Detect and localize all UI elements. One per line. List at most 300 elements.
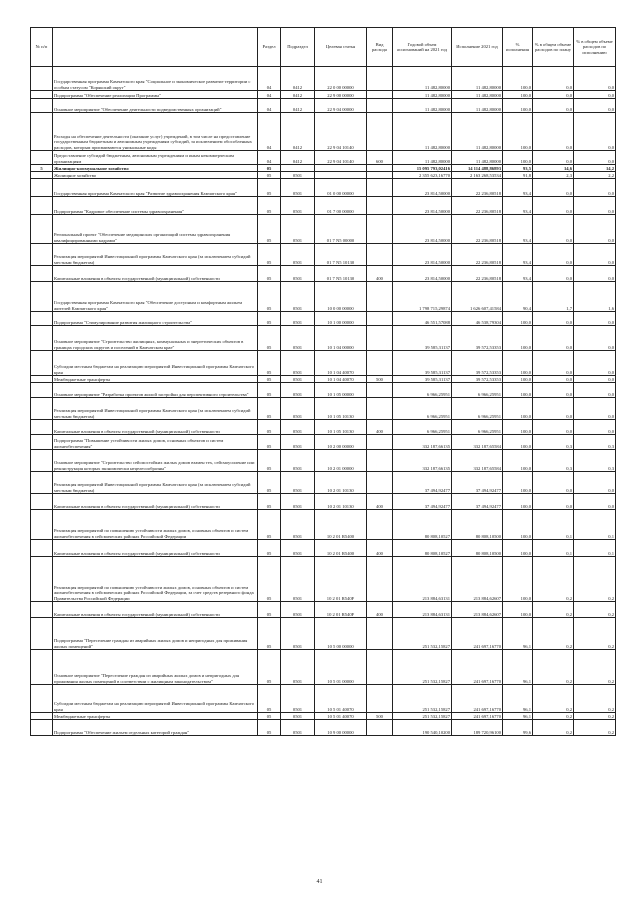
row-name: Государственная программа Камчатского края "Развитие здравоохранения Камчатского края"	[53, 179, 258, 197]
row-name: Реализация мероприятий Инвестиционной программы Камчатского края (за исключением субсидий местным бюджетам)	[53, 398, 258, 420]
row-subsection: 0501	[281, 376, 315, 383]
row-percent: 100,0	[503, 113, 533, 151]
row-expense-type	[367, 172, 393, 179]
row-executed: 11 482,80000	[452, 113, 503, 151]
row-subsection: 0412	[281, 91, 315, 99]
row-subsection: 0412	[281, 113, 315, 151]
table-row	[31, 67, 616, 91]
row-target-article: 22 9 04 10140	[315, 151, 367, 165]
row-executed: 37 494,92477	[452, 494, 503, 510]
row-percent: 96,1	[503, 618, 533, 650]
row-planned: 11 482,80000	[393, 99, 452, 113]
row-share-exec: 0,0	[574, 266, 616, 282]
row-subsection: 0501	[281, 383, 315, 398]
row-planned: 11 482,80000	[393, 67, 452, 91]
row-section: 04	[258, 91, 281, 99]
row-share-plan: 0,2	[533, 713, 574, 720]
row-executed: 80 808,10500	[452, 540, 503, 557]
row-expense-type	[367, 179, 393, 197]
row-share-plan: 0,0	[533, 266, 574, 282]
row-target-article: 10 2 01 R540F	[315, 602, 367, 618]
row-percent: 100,0	[503, 67, 533, 91]
row-planned: 213 884,63131	[393, 557, 452, 602]
row-expense-type: 500	[367, 713, 393, 720]
row-expense-type: 400	[367, 494, 393, 510]
row-target-article: 10 2 01 R5400	[315, 510, 367, 540]
row-subsection: 0501	[281, 312, 315, 326]
row-planned: 80 808,10527	[393, 510, 452, 540]
row-section: 05	[258, 244, 281, 266]
row-share-exec: 0,0	[574, 67, 616, 91]
row-share-exec: 0,1	[574, 510, 616, 540]
row-target-article: 10 1 04 40070	[315, 376, 367, 383]
row-share-exec: 0,3	[574, 450, 616, 472]
row-expense-type	[367, 67, 393, 91]
row-planned: 15 095 793,02416	[393, 165, 452, 172]
row-section: 05	[258, 215, 281, 244]
row-num	[31, 618, 53, 650]
row-share-exec: 0,0	[574, 197, 616, 215]
header-percent: % исполнения	[503, 28, 533, 67]
row-target-article	[315, 165, 367, 172]
row-share-plan: 0,1	[533, 540, 574, 557]
row-num	[31, 420, 53, 435]
row-share-exec: 0,2	[574, 685, 616, 713]
row-executed: 1 626 607,41584	[452, 282, 503, 312]
row-share-exec: 0,1	[574, 540, 616, 557]
row-percent: 93,4	[503, 179, 533, 197]
table-row	[31, 420, 616, 435]
row-expense-type	[367, 618, 393, 650]
row-share-exec: 0,0	[574, 113, 616, 151]
row-target-article: 22 9 04 10140	[315, 113, 367, 151]
row-share-plan: 0,0	[533, 383, 574, 398]
row-num	[31, 494, 53, 510]
row-executed: 11 482,80000	[452, 91, 503, 99]
table-row	[31, 282, 616, 312]
row-percent: 99,6	[503, 720, 533, 736]
table-body	[31, 67, 616, 736]
row-executed: 22 236,80518	[452, 266, 503, 282]
row-planned: 39 585,31137	[393, 326, 452, 351]
row-executed: 213 884,62607	[452, 557, 503, 602]
row-share-exec: 14,2	[574, 165, 616, 172]
row-target-article: 10 0 00 00000	[315, 282, 367, 312]
row-share-plan: 0,0	[533, 113, 574, 151]
row-share-plan: 0,2	[533, 557, 574, 602]
row-percent: 96,1	[503, 650, 533, 685]
header-subsection: Подраздел	[281, 28, 315, 67]
row-subsection: 0412	[281, 99, 315, 113]
row-subsection: 0501	[281, 472, 315, 494]
row-share-exec: 0,0	[574, 215, 616, 244]
row-share-plan: 0,3	[533, 435, 574, 450]
row-executed: 22 236,80518	[452, 179, 503, 197]
row-share-plan: 0,0	[533, 312, 574, 326]
table-row	[31, 383, 616, 398]
table-row	[31, 351, 616, 376]
row-expense-type	[367, 215, 393, 244]
row-percent: 96,1	[503, 713, 533, 720]
row-expense-type	[367, 472, 393, 494]
row-expense-type	[367, 326, 393, 351]
row-planned: 37 494,92477	[393, 494, 452, 510]
row-executed: 189 720,96100	[452, 720, 503, 736]
row-expense-type	[367, 720, 393, 736]
row-percent: 100,0	[503, 151, 533, 165]
row-subsection: 0501	[281, 215, 315, 244]
row-name: Реализация мероприятий по повышению устойчивости жилых домов, основных объектов и систем жизнеобеспечения в сейсмических районах Российской Федерации, за счет средств резервного фонда Правительства Российской Федерации	[53, 557, 258, 602]
row-num	[31, 351, 53, 376]
header-share-exec: % в общем объеме расходов по исполнению	[574, 28, 616, 67]
row-percent: 93,4	[503, 215, 533, 244]
row-planned: 80 808,10527	[393, 540, 452, 557]
header-section: Раздел	[258, 28, 281, 67]
row-expense-type	[367, 312, 393, 326]
row-num	[31, 67, 53, 91]
row-expense-type	[367, 351, 393, 376]
row-planned: 251 532,15827	[393, 685, 452, 713]
row-target-article: 10 5 00 00000	[315, 618, 367, 650]
row-num	[31, 602, 53, 618]
row-section: 05	[258, 376, 281, 383]
row-name: Основное мероприятие "Строительство жилищных, коммунальных и энергетических объектов в границах городских округов и поселений в Камчатском крае"	[53, 326, 258, 351]
row-section: 05	[258, 685, 281, 713]
row-percent: 100,0	[503, 435, 533, 450]
row-target-article: 10 2 01 10130	[315, 472, 367, 494]
row-share-plan: 0,0	[533, 197, 574, 215]
row-section: 05	[258, 720, 281, 736]
row-target-article: 22 9 00 00000	[315, 91, 367, 99]
header-share-plan: % в общем объеме расходов по плану	[533, 28, 574, 67]
row-expense-type	[367, 165, 393, 172]
row-name: Подпрограмма "Стимулирование развития жилищного строительства"	[53, 312, 258, 326]
row-executed: 241 697,16770	[452, 618, 503, 650]
row-expense-type	[367, 650, 393, 685]
row-planned: 332 187,66135	[393, 450, 452, 472]
row-section: 04	[258, 67, 281, 91]
row-share-plan: 0,0	[533, 472, 574, 494]
row-share-exec: 0,2	[574, 720, 616, 736]
row-share-exec: 0,0	[574, 398, 616, 420]
row-subsection: 0501	[281, 540, 315, 557]
row-subsection: 0501	[281, 179, 315, 197]
row-name: Субсидии местным бюджетам на реализацию мероприятий Инвестиционной программы Камчатского края	[53, 685, 258, 713]
table-row	[31, 376, 616, 383]
row-target-article: 22 9 04 00000	[315, 99, 367, 113]
row-num	[31, 376, 53, 383]
row-percent: 100,0	[503, 557, 533, 602]
row-share-plan: 0,0	[533, 326, 574, 351]
row-expense-type: 500	[367, 376, 393, 383]
row-share-exec: 0,2	[574, 618, 616, 650]
row-name: Межбюджетные трансферты	[53, 713, 258, 720]
row-num: 5	[31, 165, 53, 172]
row-section: 05	[258, 450, 281, 472]
row-subsection: 0501	[281, 197, 315, 215]
row-expense-type	[367, 91, 393, 99]
row-name: Региональный проект "Обеспечение медицинских организаций системы здравоохранения квалифицированными кадрами"	[53, 215, 258, 244]
row-subsection: 0501	[281, 420, 315, 435]
row-planned: 39 585,31137	[393, 376, 452, 383]
table-row	[31, 172, 616, 179]
row-target-article: 10 1 05 00000	[315, 383, 367, 398]
table-row	[31, 510, 616, 540]
row-share-plan: 0,0	[533, 351, 574, 376]
row-percent: 100,0	[503, 351, 533, 376]
row-share-exec: 0,3	[574, 435, 616, 450]
header-num: № п/п	[31, 28, 53, 67]
header-planned: Годовой объем ассигнований на 2021 год	[393, 28, 452, 67]
row-share-exec: 0,0	[574, 312, 616, 326]
row-planned: 11 482,80000	[393, 91, 452, 99]
row-share-exec: 0,0	[574, 244, 616, 266]
row-target-article: 01 7 N5 10130	[315, 266, 367, 282]
row-executed: 80 808,10500	[452, 510, 503, 540]
row-percent: 100,0	[503, 510, 533, 540]
row-executed: 2 163 268,53534	[452, 172, 503, 179]
row-num	[31, 713, 53, 720]
row-subsection: 0501	[281, 557, 315, 602]
table-row	[31, 91, 616, 99]
table-row	[31, 494, 616, 510]
table-row	[31, 450, 616, 472]
row-subsection: 0501	[281, 650, 315, 685]
table-row	[31, 113, 616, 151]
row-section: 05	[258, 282, 281, 312]
row-share-exec: 0,0	[574, 472, 616, 494]
row-share-exec: 0,0	[574, 376, 616, 383]
row-name: Подпрограмма "Обеспечение жильем отдельных категорий граждан"	[53, 720, 258, 736]
row-share-plan: 14,6	[533, 165, 574, 172]
row-share-exec: 0,0	[574, 351, 616, 376]
row-executed: 22 236,80518	[452, 244, 503, 266]
row-percent: 100,0	[503, 99, 533, 113]
row-percent: 100,0	[503, 602, 533, 618]
row-share-plan: 0,2	[533, 650, 574, 685]
row-subsection: 0501	[281, 618, 315, 650]
row-section: 04	[258, 151, 281, 165]
row-share-plan: 0,0	[533, 99, 574, 113]
row-num	[31, 179, 53, 197]
row-executed: 6 966,25951	[452, 383, 503, 398]
row-name: Подпрограмма "Повышение устойчивости жилых домов, основных объектов и систем жизнеобеспечения"	[53, 435, 258, 450]
header-executed: Исполнение 2021 год	[452, 28, 503, 67]
row-target-article: 10 1 05 10130	[315, 398, 367, 420]
row-target-article: 01 7 N5 00000	[315, 215, 367, 244]
row-share-plan: 1,7	[533, 282, 574, 312]
row-num	[31, 215, 53, 244]
table-row	[31, 602, 616, 618]
row-num	[31, 557, 53, 602]
row-num	[31, 151, 53, 165]
row-share-exec: 0,0	[574, 179, 616, 197]
row-share-plan: 0,1	[533, 510, 574, 540]
row-num	[31, 472, 53, 494]
row-subsection: 0412	[281, 67, 315, 91]
row-name: Основное мероприятие "Переселение граждан из аварийных жилых домов и непригодных для проживания жилых помещений в соответствии с жилищным законодательством"	[53, 650, 258, 685]
row-executed: 11 482,80000	[452, 99, 503, 113]
row-share-plan: 0,2	[533, 685, 574, 713]
row-percent: 100,0	[503, 494, 533, 510]
row-num	[31, 383, 53, 398]
row-target-article: 10 2 01 R5400	[315, 540, 367, 557]
row-expense-type: 400	[367, 420, 393, 435]
table-row	[31, 179, 616, 197]
row-num	[31, 326, 53, 351]
row-subsection: 0501	[281, 713, 315, 720]
row-num	[31, 450, 53, 472]
row-subsection: 0501	[281, 435, 315, 450]
table-row	[31, 720, 616, 736]
table-row	[31, 713, 616, 720]
row-target-article: 10 5 01 00000	[315, 650, 367, 685]
row-planned: 1 798 715,29874	[393, 282, 452, 312]
row-subsection: 0501	[281, 494, 315, 510]
row-name: Капитальные вложения в объекты государственной (муниципальной) собственности	[53, 266, 258, 282]
table-header-row	[31, 28, 616, 67]
row-target-article: 01 7 00 00000	[315, 197, 367, 215]
row-name: Капитальные вложения в объекты государственной (муниципальной) собственности	[53, 540, 258, 557]
row-percent: 93,4	[503, 266, 533, 282]
row-share-plan: 0,0	[533, 67, 574, 91]
row-subsection: 0501	[281, 720, 315, 736]
table-row	[31, 312, 616, 326]
row-section: 04	[258, 99, 281, 113]
row-share-plan: 0,0	[533, 420, 574, 435]
row-percent: 100,0	[503, 383, 533, 398]
row-section: 05	[258, 351, 281, 376]
row-subsection: 0412	[281, 151, 315, 165]
row-target-article: 22 0 00 00000	[315, 67, 367, 91]
row-planned: 23 814,50000	[393, 179, 452, 197]
row-percent: 91,8	[503, 172, 533, 179]
row-share-plan: 0,2	[533, 602, 574, 618]
row-subsection: 0501	[281, 685, 315, 713]
row-expense-type	[367, 282, 393, 312]
row-name: Расходы на обеспечение деятельности (оказание услуг) учреждений, в том числе на предоставление государственным бюджетным и автономным учреждениям субсидий, за исключением обособленных расходов, которым присваиваются уникальные коды	[53, 113, 258, 151]
row-section: 05	[258, 179, 281, 197]
row-expense-type	[367, 398, 393, 420]
row-share-plan: 0,0	[533, 151, 574, 165]
row-target-article: 10 9 00 00000	[315, 720, 367, 736]
row-target-article: 10 1 00 00000	[315, 312, 367, 326]
row-planned: 251 532,15827	[393, 618, 452, 650]
row-planned: 23 814,50000	[393, 215, 452, 244]
row-percent: 100,0	[503, 376, 533, 383]
row-expense-type	[367, 244, 393, 266]
row-subsection: 0501	[281, 244, 315, 266]
row-percent: 96,1	[503, 685, 533, 713]
row-percent: 100,0	[503, 472, 533, 494]
row-share-plan: 0,0	[533, 244, 574, 266]
row-target-article	[315, 172, 367, 179]
row-subsection	[281, 165, 315, 172]
row-expense-type	[367, 510, 393, 540]
row-name: Подпрограмма "Переселение граждан из аварийных жилых домов и непригодных для проживания жилых помещений"	[53, 618, 258, 650]
row-executed: 37 494,92477	[452, 472, 503, 494]
row-share-exec: 2,2	[574, 172, 616, 179]
row-num	[31, 91, 53, 99]
row-num	[31, 540, 53, 557]
row-num	[31, 435, 53, 450]
row-target-article: 01 7 N5 10130	[315, 244, 367, 266]
row-planned: 23 814,50000	[393, 197, 452, 215]
row-planned: 39 585,31137	[393, 351, 452, 376]
row-percent: 100,0	[503, 312, 533, 326]
row-num	[31, 398, 53, 420]
row-share-plan: 0,0	[533, 398, 574, 420]
row-target-article: 10 5 01 40070	[315, 685, 367, 713]
row-expense-type	[367, 557, 393, 602]
row-section: 05	[258, 472, 281, 494]
row-name: Субсидии местным бюджетам на реализацию мероприятий Инвестиционной программы Камчатского края	[53, 351, 258, 376]
row-share-plan: 0,3	[533, 450, 574, 472]
header-expense-type: Вид расхода	[367, 28, 393, 67]
row-section: 05	[258, 618, 281, 650]
row-percent: 100,0	[503, 326, 533, 351]
row-planned: 23 814,50000	[393, 266, 452, 282]
row-planned: 37 494,92477	[393, 472, 452, 494]
row-executed: 39 572,53353	[452, 376, 503, 383]
row-num	[31, 266, 53, 282]
row-executed: 241 697,16770	[452, 650, 503, 685]
row-percent: 100,0	[503, 91, 533, 99]
row-expense-type	[367, 113, 393, 151]
row-section: 05	[258, 312, 281, 326]
table-row	[31, 540, 616, 557]
row-name: Жилищное хозяйство	[53, 172, 258, 179]
budget-table	[30, 27, 616, 736]
row-section: 05	[258, 172, 281, 179]
row-expense-type: 400	[367, 540, 393, 557]
row-num	[31, 172, 53, 179]
table-row	[31, 435, 616, 450]
row-expense-type: 400	[367, 602, 393, 618]
row-name: Подпрограмма "Обеспечение реализации Программы"	[53, 91, 258, 99]
row-expense-type	[367, 685, 393, 713]
row-executed: 46 538,79304	[452, 312, 503, 326]
row-percent: 90,4	[503, 282, 533, 312]
row-name: Межбюджетные трансферты	[53, 376, 258, 383]
page-number: 41	[316, 879, 323, 885]
row-section: 05	[258, 494, 281, 510]
row-executed: 11 482,80000	[452, 67, 503, 91]
row-section: 05	[258, 557, 281, 602]
row-executed: 11 482,80000	[452, 151, 503, 165]
row-subsection: 0501	[281, 351, 315, 376]
row-percent: 93,4	[503, 197, 533, 215]
row-executed: 22 236,80518	[452, 197, 503, 215]
row-planned: 6 966,25951	[393, 383, 452, 398]
row-planned: 6 966,25951	[393, 420, 452, 435]
header-target-article: Целевая статья	[315, 28, 367, 67]
row-executed: 332 187,65584	[452, 450, 503, 472]
row-expense-type	[367, 450, 393, 472]
row-name: Реализация мероприятий Инвестиционной программы Камчатского края (за исключением субсидий местным бюджетам)	[53, 244, 258, 266]
row-num	[31, 99, 53, 113]
row-planned: 6 966,25951	[393, 398, 452, 420]
row-percent: 93,4	[503, 244, 533, 266]
row-section: 05	[258, 420, 281, 435]
row-expense-type: 600	[367, 151, 393, 165]
row-planned: 23 814,50000	[393, 244, 452, 266]
row-name: Реализация мероприятий по повышению устойчивости жилых домов, основных объектов и систем жизнеобеспечения в сейсмических районах Российской Федерации	[53, 510, 258, 540]
table-row	[31, 650, 616, 685]
row-share-exec: 0,0	[574, 91, 616, 99]
row-share-exec: 0,0	[574, 420, 616, 435]
row-section: 05	[258, 602, 281, 618]
